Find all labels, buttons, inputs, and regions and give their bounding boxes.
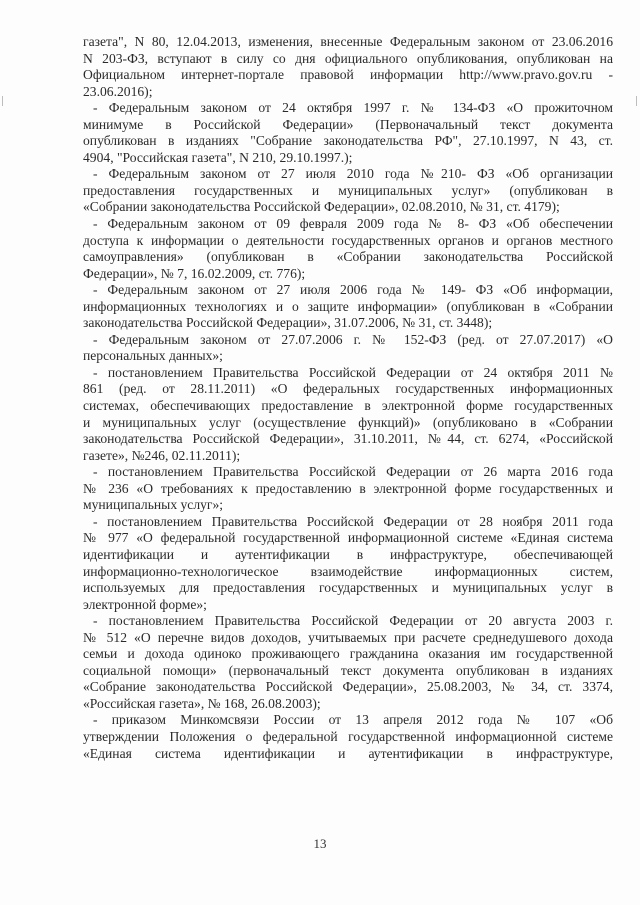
- text-line: газета", N 80, 12.04.2013, изменения, внесенные Федеральным законом от 23.06.2016: [83, 34, 613, 49]
- text-line: 861 (ред. от 28.11.2011) «О федеральных государственных информационных: [83, 381, 613, 397]
- paragraph: [83, 332, 613, 365]
- paragraph: [83, 100, 613, 166]
- text-line: информационных технологиях и о защите информации» (опубликован в «Собрании: [83, 298, 613, 314]
- text-line: № 236 «О требованиях к предоставлению в электронной форме государственных и: [83, 480, 613, 496]
- text-line: электронной форме»;: [83, 596, 207, 612]
- text-line: муниципальных услуг»;: [83, 497, 224, 513]
- text-line: и муниципальных услуг (осуществление функций)» (опубликовано в «Собрании: [83, 414, 613, 430]
- text-line: 4904, "Российская газета", N 210, 29.10.1997.);: [83, 149, 353, 165]
- text-line: законодательства Российской Федерации», 31.07.2006, № 31, ст. 3448);: [83, 315, 493, 331]
- text-line: «Собрании законодательства Российской Федерации», 02.08.2010, № 31, ст. 4179);: [83, 199, 560, 215]
- text-line: - приказом Минкомсвязи России от 13 апреля 2012 года № 107 «Об: [93, 712, 613, 728]
- text-line: семьи и дохода одиноко проживающего гражданина оказания им государственной: [83, 646, 613, 662]
- text-line: опубликован в изданиях "Собрание законодательства РФ", 27.10.1997, N 43, ст.: [83, 133, 613, 149]
- text-line: - Федеральным законом от 24 октября 1997 г. № 134-ФЗ «О прожиточном: [93, 100, 613, 116]
- text-line: информационно-технологическое взаимодействие информационных систем,: [83, 563, 613, 579]
- text-line: персональных данных»;: [83, 348, 223, 364]
- paragraph: [83, 166, 613, 216]
- text-line: - постановлением Правительства Российской Федерации от 26 марта 2016 года: [93, 464, 613, 480]
- paragraph: [83, 365, 613, 464]
- text-line: - Федеральным законом от 27 июля 2010 года №210- ФЗ «Об организации: [93, 166, 613, 182]
- text-line: предоставления государственных и муниципальных услуг» (опубликован в: [83, 182, 613, 198]
- text-line: - постановлением Правительства Российской Федерации от 24 октября 2011 №: [93, 364, 613, 380]
- text-line: 23.06.2016);: [83, 83, 153, 99]
- scan-edge-mark-right: [636, 96, 637, 106]
- document-body: [83, 34, 613, 762]
- text-line: газете», №246, 02.11.2011);: [83, 447, 241, 463]
- text-line: Федерации», № 7, 16.02.2009, ст. 776);: [83, 265, 306, 281]
- text-line: № 977 «О федеральной государственной информационной системе «Единая система: [83, 530, 613, 546]
- text-line: - Федеральным законом от 27.07.2006 г. № 152-ФЗ (ред. от 27.07.2017) «О: [93, 331, 613, 347]
- text-line: № 512 «О перечне видов доходов, учитываемых при расчете среднедушевого дохода: [83, 629, 613, 645]
- text-line: доступа к информации о деятельности государственных органов и органов местного: [83, 232, 613, 248]
- text-line: социальной помощи» (первоначальный текст документа опубликован в изданиях: [83, 662, 613, 678]
- page-number: 13: [313, 836, 327, 851]
- text-line: Официальном интернет-портале правовой информации http://www.pravo.gov.ru -: [83, 67, 613, 83]
- paragraph: [83, 34, 613, 100]
- paragraph: [83, 216, 613, 282]
- text-line: идентификации и аутентификации в инфраструктуре, обеспечивающей: [83, 546, 613, 562]
- text-line: «Российская газета», № 168, 26.08.2003);: [83, 695, 321, 711]
- text-line: минимуме в Российской Федерации» (Первоначальный текст документа: [83, 116, 613, 132]
- paragraph: [83, 613, 613, 712]
- text-line: - Федеральным законом от 27 июля 2006 года № 149- ФЗ «Об информации,: [93, 282, 613, 298]
- text-line: - Федеральным законом от 09 февраля 2009 года № 8- ФЗ «Об обеспечении: [93, 216, 613, 232]
- text-line: используемых для предоставления государственных и муниципальных услуг в: [83, 580, 613, 596]
- paragraph: [83, 712, 613, 762]
- text-line: законодательства Российской Федерации», 31.10.2011, №44, ст. 6274, «Российской: [83, 431, 613, 447]
- scan-edge-mark-left: [2, 96, 3, 106]
- text-line: «Собрание законодательства Российской Федерации», 25.08.2003, № 34, ст. 3374,: [83, 679, 613, 695]
- text-line: утверждении Положения о федеральной государственной информационной системе: [83, 728, 613, 744]
- paragraph: [83, 514, 613, 613]
- paragraph: [83, 464, 613, 514]
- paragraph: [83, 282, 613, 332]
- text-line: системах, обеспечивающих предоставление в электронной форме государственных: [83, 398, 613, 414]
- text-line: N 203-ФЗ, вступают в силу со дня официального опубликования, опубликован на: [83, 50, 613, 66]
- text-line: самоуправления» (опубликован в «Собрании законодательства Российской: [83, 249, 613, 265]
- text-line: - постановлением Правительства Российской Федерации от 28 ноября 2011 года: [93, 513, 613, 529]
- text-line: - постановлением Правительства Российской Федерации от 20 августа 2003 г.: [93, 613, 613, 629]
- text-line: «Единая система идентификации и аутентификации в инфраструктуре,: [83, 745, 613, 761]
